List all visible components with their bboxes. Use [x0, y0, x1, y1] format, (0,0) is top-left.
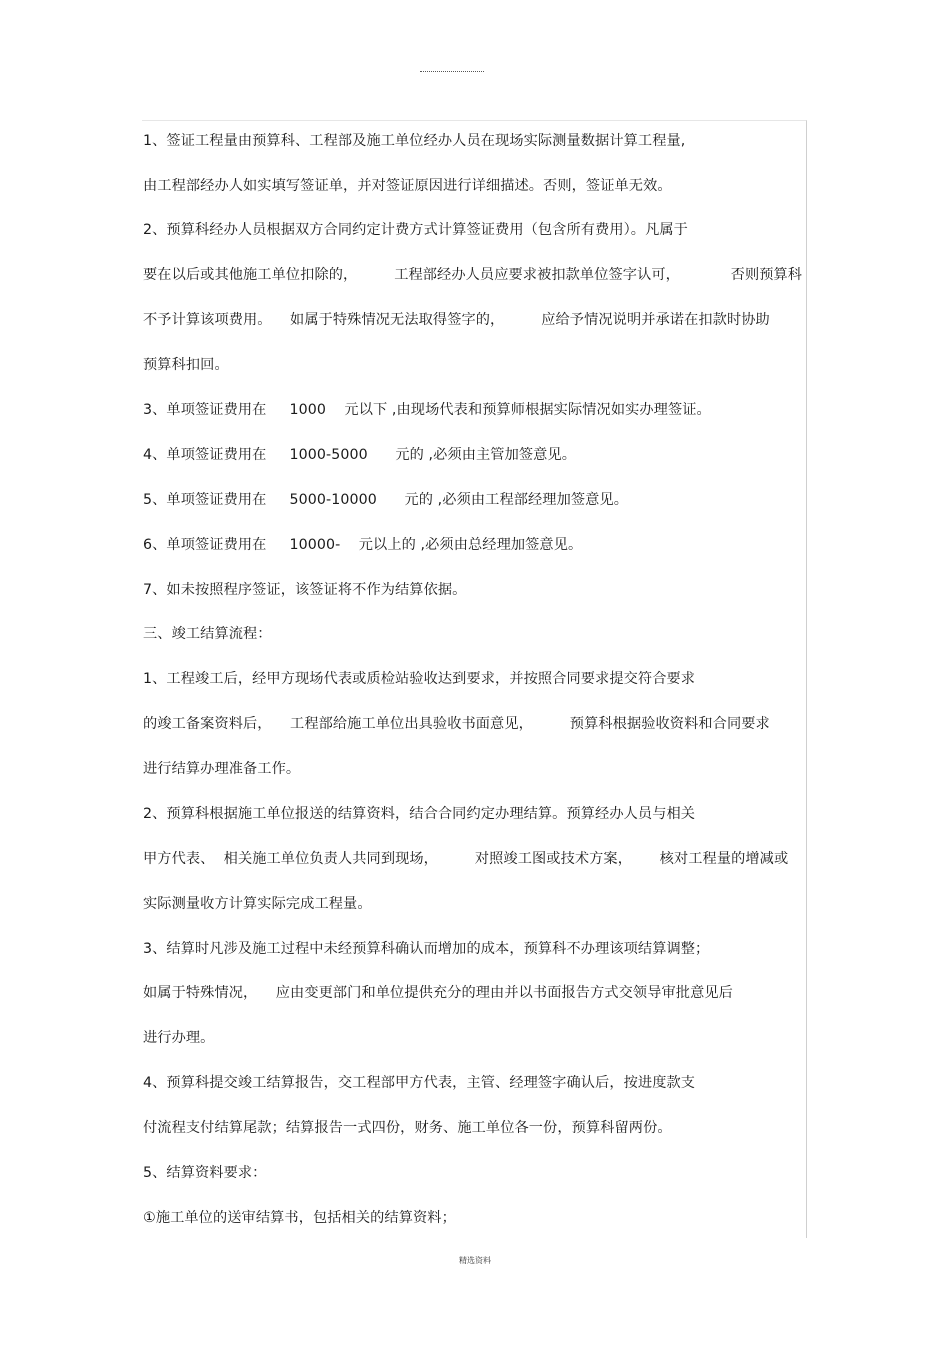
text-line: 6、单项签证费用在 10000- 元以上的 ,必须由总经理加签意见。 [143, 537, 583, 553]
page-footer: 精选资料 [459, 1256, 491, 1265]
text-line: 2、预算科根据施工单位报送的结算资料，结合合同约定办理结算。预算经办人员与相关 [143, 806, 696, 822]
text-line: 4、单项签证费用在 1000-5000 元的 ,必须由主管加签意见。 [143, 447, 577, 463]
text-line: 4、预算科提交竣工结算报告，交工程部甲方代表，主管、经理签字确认后，按进度款支 [143, 1075, 696, 1091]
section-heading: 三、竣工结算流程： [143, 626, 272, 642]
text-line: 进行办理。 [143, 1030, 215, 1046]
text-line: 2、预算科经办人员根据双方合同约定计费方式计算签证费用（包含所有费用）。凡属于 [143, 222, 688, 238]
text-line: 5、单项签证费用在 5000-10000 元的 ,必须由工程部经理加签意见。 [143, 492, 629, 508]
text-line: 预算科扣回。 [143, 357, 229, 373]
text-line: 的竣工备案资料后， 工程部给施工单位出具验收书面意见， 预算科根据验收资料和合同要求 [143, 716, 770, 732]
text-line: 不予计算该项费用。 如属于特殊情况无法取得签字的， 应给予情况说明并承诺在扣款时协助 [143, 312, 770, 328]
text-line: 要在以后或其他施工单位扣除的， 工程部经办人员应要求被扣款单位签字认可， 否则预算科 [143, 267, 803, 283]
text-line: 实际测量收方计算实际完成工程量。 [143, 896, 372, 912]
text-line: 5、结算资料要求： [143, 1165, 267, 1181]
text-line: 1、工程竣工后，经甲方现场代表或质检站验收达到要求，并按照合同要求提交符合要求 [143, 671, 696, 687]
text-line: 付流程支付结算尾款；结算报告一式四份，财务、施工单位各一份，预算科留两份。 [143, 1120, 672, 1136]
text-line: 由工程部经办人如实填写签证单，并对签证原因进行详细描述。否则，签证单无效。 [143, 178, 672, 194]
text-line: ①施工单位的送审结算书，包括相关的结算资料； [143, 1210, 456, 1226]
text-line: 3、单项签证费用在 1000 元以下 ,由现场代表和预算师根据实际情况如实办理签证。 [143, 402, 711, 418]
text-line: 3、结算时凡涉及施工过程中未经预算科确认而增加的成本，预算科不办理该项结算调整； [143, 941, 710, 957]
text-line: 1、签证工程量由预算科、工程部及施工单位经办人员在现场实际测量数据计算工程量, [143, 133, 686, 149]
text-line: 如属于特殊情况， 应由变更部门和单位提供充分的理由并以书面报告方式交领导审批意见后 [143, 985, 733, 1001]
text-line: 甲方代表、 相关施工单位负责人共同到现场， 对照竣工图或技术方案， 核对工程量的增减或 [143, 851, 789, 867]
header-dotted-rule [420, 71, 484, 72]
text-line: 7、如未按照程序签证，该签证将不作为结算依据。 [143, 582, 467, 598]
text-line: 进行结算办理准备工作。 [143, 761, 301, 777]
